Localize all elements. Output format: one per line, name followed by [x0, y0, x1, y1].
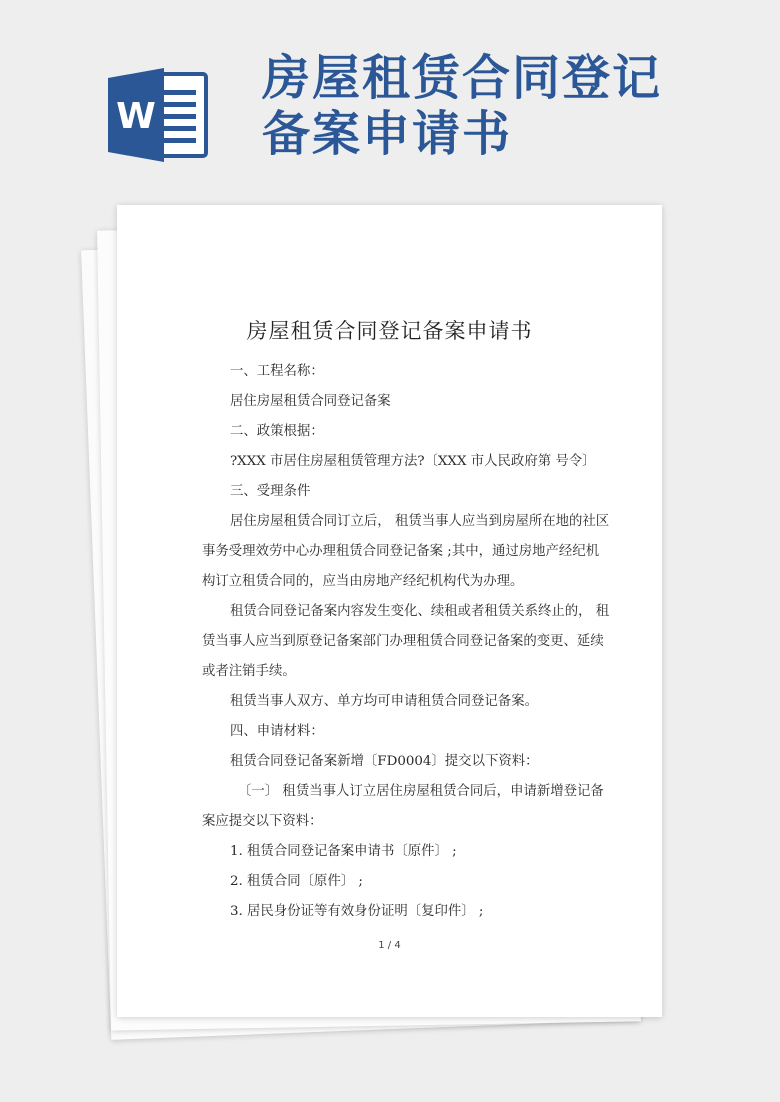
paragraph-line: 或者注销手续。	[202, 664, 296, 679]
paragraph-line: 赁当事人应当到原登记备案部门办理租赁合同登记备案的变更、延续	[202, 634, 604, 649]
paragraph-line: 案应提交以下资料：	[202, 814, 323, 829]
paragraph-line: 〔一〕 租赁当事人订立居住房屋租赁合同后，申请新增登记备	[238, 784, 604, 799]
paragraph	[230, 357, 604, 387]
paragraph-line: 租赁合同登记备案新增〔FD0004〕提交以下资料：	[230, 754, 539, 769]
paragraph	[202, 597, 610, 687]
paragraph	[230, 867, 604, 897]
paragraph-line: 居住房屋租赁合同订立后， 租赁当事人应当到房屋所在地的社区	[230, 514, 610, 529]
document-title: 房屋租赁合同登记备案申请书	[246, 319, 533, 343]
word-logo-icon	[108, 68, 208, 162]
paragraph	[230, 387, 604, 417]
logo-letter: W	[116, 96, 156, 137]
paragraph-line: 2. 租赁合同〔原件〕 ;	[230, 874, 363, 889]
paragraph	[202, 777, 604, 837]
paragraph-line: 二、政策根据：	[230, 424, 324, 439]
paragraph	[230, 417, 604, 447]
paragraph-line: 3. 居民身份证等有效身份证明〔复印件〕 ;	[230, 904, 484, 919]
paragraph	[230, 837, 604, 867]
paragraph	[230, 447, 604, 477]
paragraph-line: ?XXX 市居住房屋租赁管理方法?〔XXX 市人民政府第 号令〕	[230, 454, 596, 469]
paragraph	[230, 717, 604, 747]
paragraph-line: 事务受理效劳中心办理租赁合同登记备案 ;其中，通过房地产经纪机	[202, 544, 600, 559]
document-page	[117, 205, 662, 1017]
banner-title-line-1: 房屋租赁合同登记	[262, 50, 663, 106]
page-number: 1 / 4	[378, 940, 401, 951]
paragraph-line: 租赁当事人双方、单方均可申请租赁合同登记备案。	[230, 694, 538, 709]
document-body	[202, 357, 610, 927]
paragraph	[230, 747, 604, 777]
paragraph-line: 居住房屋租赁合同登记备案	[230, 394, 391, 409]
paragraph	[202, 507, 610, 597]
paragraph	[230, 477, 604, 507]
paragraph	[230, 897, 604, 927]
paragraph-line: 三、受理条件	[230, 484, 311, 499]
paragraph-line: 租赁合同登记备案内容发生变化、续租或者租赁关系终止的， 租	[230, 604, 610, 619]
paragraph-line: 四、申请材料：	[230, 724, 324, 739]
paragraph-line: 1. 租赁合同登记备案申请书〔原件〕 ;	[230, 844, 457, 859]
paragraph-line: 构订立租赁合同的，应当由房地产经纪机构代为办理。	[202, 574, 524, 589]
paragraph-line: 一、工程名称：	[230, 364, 324, 379]
banner-title-line-2: 备案申请书	[262, 106, 513, 162]
paragraph	[230, 687, 604, 717]
banner-title	[262, 50, 732, 162]
